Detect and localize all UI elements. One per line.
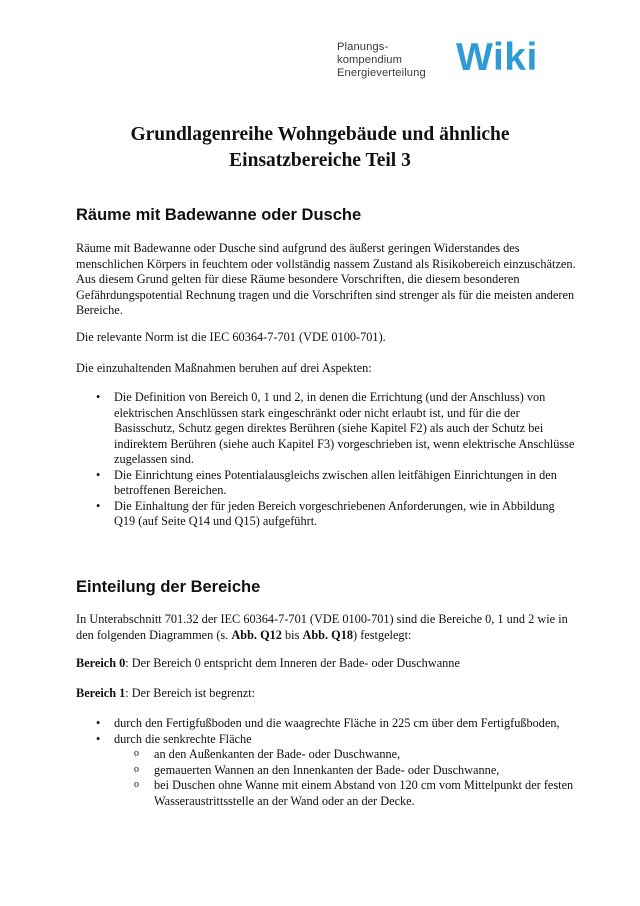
sub-list-item: o an den Außenkanten der Bade- oder Duschwanne, [114,747,576,763]
logo-wiki-text: Wiki [456,36,538,79]
section-heading-baederraeume: Räume mit Badewanne oder Dusche [76,206,362,224]
list-item [76,732,576,810]
sub-list [114,747,576,809]
bereich-1-list [76,716,576,809]
bereich-0-paragraph [76,656,576,672]
bereich-1-text: : Der Bereich ist begrenzt: [125,686,256,700]
logo-line-2: kompendium [337,54,403,66]
bereich-0-label: Bereich 0 [76,656,126,670]
sub-list-item: o gemauerten Wannen an den Innenkanten der Bade- oder Duschwanne, [114,763,576,779]
logo-line-1: Planungs- [337,41,389,53]
intro-text-1: In Unterabschnitt 701.32 der IEC 60364-7-701 (VDE 0100-701) sind die Bereiche 0, 1 und 2 wie in den folgenden Diagrammen (s. [76,612,568,642]
figure-ref-q18: Abb. Q18 [302,627,354,642]
list-item: • Die Definition von Bereich 0, 1 und 2, in denen die Errichtung (und der Anschluss) von elektrischen Anschlüssen stark eingeschränkt oder nicht erlaubt ist, und für die der Basisschutz, Schutz gegen direktes Berühren (siehe Kapitel F2) als auch der Schutz bei indirektem Berühren (siehe auch Kapitel F3) vorgeschrieben ist, wenn elektrische Anschlüsse zugelassen sind. [76,390,576,468]
list-item: • Die Einrichtung eines Potentialausgleichs zwischen allen leitfähigen Einrichtungen in den betroffenen Bereichen. [76,468,576,499]
section2-intro [76,612,576,643]
intro-text-2: bis [281,627,303,642]
list-item-text: durch die senkrechte Fläche [114,731,252,746]
bereich-1-label: Bereich 1 [76,686,126,700]
logo-line-3: Energieverteilung [337,67,426,79]
list-item: • Die Einhaltung der für jeden Bereich vorgeschriebenen Anforderungen, wie in Abbildung Q19 (auf Seite Q14 und Q15) aufgeführt. [76,499,576,530]
section-heading-einteilung: Einteilung der Bereiche [76,578,261,596]
figure-ref-q12: Abb. Q12 [231,627,282,642]
sub-list-item: o bei Duschen ohne Wanne mit einem Abstand von 120 cm vom Mittelpunkt der festen Wasseraustrittsstelle an der Wand oder an der Decke. [114,778,576,809]
logo-wordmark [337,41,426,80]
list-item: • durch den Fertigfußboden und die waagrechte Fläche in 225 cm über dem Fertigfußboden, [76,716,576,732]
section1-paragraph-2: Die relevante Norm ist die IEC 60364-7-701 (VDE 0100-701). [76,330,386,344]
brand-logo [337,36,557,86]
section1-paragraph-3: Die einzuhaltenden Maßnahmen beruhen auf drei Aspekten: [76,361,372,375]
bereich-0-text: : Der Bereich 0 entspricht dem Inneren der Bade- oder Duschwanne [125,656,460,670]
aspects-list [76,390,576,530]
page-title-line-2: Einsatzbereiche Teil 3 [229,150,411,171]
page-title-line-1: Grundlagenreihe Wohngebäude und ähnliche [130,124,510,145]
intro-text-3: ) festgelegt: [353,627,412,642]
page-title [40,122,600,174]
bereich-1-paragraph [76,686,576,702]
section1-paragraph-1: Räume mit Badewanne oder Dusche sind aufgrund des äußerst geringen Widerstandes des menschlichen Körpers in feuchtem oder vollständig nassem Zustand als Risikobereich einzuschätzen. Aus diesem Grund gelten für diese Räume besondere Vorschriften, die diesem besonderen Gefährdungspotential Rechnung tragen und die Vorschriften sind strenger als für die meisten anderen Bereiche. [76,241,576,317]
